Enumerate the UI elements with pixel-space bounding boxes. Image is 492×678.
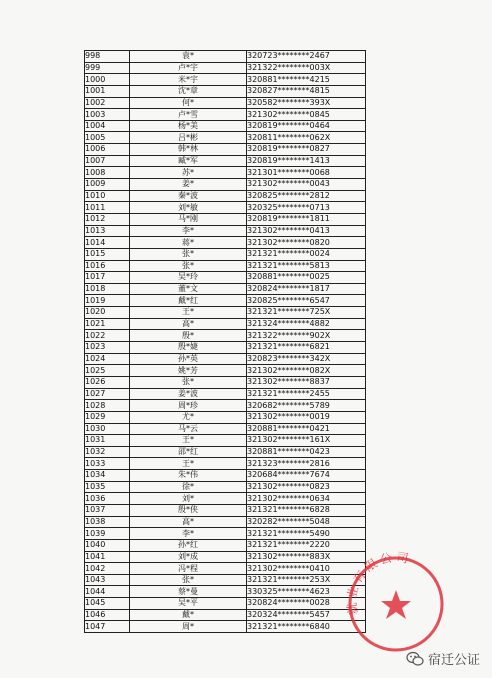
id-number: 321302********0820 <box>247 237 366 249</box>
id-number: 320881********4215 <box>247 74 366 86</box>
table-row <box>85 260 366 272</box>
table-row <box>85 237 366 249</box>
row-number: 1025 <box>85 365 130 377</box>
table-row <box>85 330 366 342</box>
id-number: 321321********725X <box>247 307 366 319</box>
table-row <box>85 97 366 109</box>
table-row <box>85 272 366 284</box>
person-name: 吕*彬 <box>130 132 247 144</box>
id-number: 320823********342X <box>247 353 366 365</box>
row-number: 1027 <box>85 388 130 400</box>
person-name: 邵*红 <box>130 446 247 458</box>
person-name: 李* <box>130 528 247 540</box>
id-number: 321323********2816 <box>247 458 366 470</box>
table-row <box>85 225 366 237</box>
row-number: 1028 <box>85 400 130 412</box>
id-number: 321321********253X <box>247 574 366 586</box>
person-name: 张* <box>130 260 247 272</box>
row-number: 1010 <box>85 190 130 202</box>
row-number: 1004 <box>85 120 130 132</box>
id-number: 320684********7674 <box>247 470 366 482</box>
table-row <box>85 120 366 132</box>
row-number: 1034 <box>85 470 130 482</box>
person-name: 吴*玲 <box>130 272 247 284</box>
person-name: 马*刚 <box>130 213 247 225</box>
person-name: 殷* <box>130 330 247 342</box>
person-name: 蒋* <box>130 237 247 249</box>
table-row <box>85 458 366 470</box>
person-name: 臧*军 <box>130 155 247 167</box>
table-row <box>85 62 366 74</box>
row-number: 1009 <box>85 179 130 191</box>
id-number: 320825********6547 <box>247 295 366 307</box>
person-name: 李* <box>130 225 247 237</box>
id-number: 320811********062X <box>247 132 366 144</box>
id-number: 321321********5813 <box>247 260 366 272</box>
person-name: 王* <box>130 458 247 470</box>
row-number: 1002 <box>85 97 130 109</box>
person-name: 周*珍 <box>130 400 247 412</box>
id-number: 321302********0823 <box>247 481 366 493</box>
person-name: 孙*红 <box>130 539 247 551</box>
row-number: 1032 <box>85 446 130 458</box>
table-row <box>85 539 366 551</box>
row-number: 1001 <box>85 85 130 97</box>
row-number: 1042 <box>85 563 130 575</box>
row-number: 1023 <box>85 342 130 354</box>
table-row <box>85 179 366 191</box>
table-row <box>85 109 366 121</box>
person-name: 马*云 <box>130 423 247 435</box>
id-number: 321321********0024 <box>247 248 366 260</box>
row-number: 998 <box>85 51 130 63</box>
table-row <box>85 551 366 563</box>
person-name: 徐* <box>130 481 247 493</box>
row-number: 1041 <box>85 551 130 563</box>
id-number: 320819********1811 <box>247 213 366 225</box>
person-name: 周* <box>130 621 247 633</box>
person-name: 袁* <box>130 51 247 63</box>
row-number: 1021 <box>85 318 130 330</box>
id-number: 321302********0845 <box>247 109 366 121</box>
id-number: 321302********0413 <box>247 225 366 237</box>
watermark-text: 宿迁公证 <box>427 653 480 668</box>
row-number: 1039 <box>85 528 130 540</box>
id-number: 320582********393X <box>247 97 366 109</box>
person-name: 何* <box>130 97 247 109</box>
person-name: 姜* <box>130 179 247 191</box>
id-number: 320282********5048 <box>247 516 366 528</box>
id-number: 320824********1817 <box>247 283 366 295</box>
row-number: 1040 <box>85 539 130 551</box>
person-name: 张* <box>130 574 247 586</box>
id-number: 321302********0410 <box>247 563 366 575</box>
person-name: 米*宇 <box>130 74 247 86</box>
table-row <box>85 598 366 610</box>
person-name: 尤* <box>130 411 247 423</box>
table-row <box>85 504 366 516</box>
table-row <box>85 132 366 144</box>
table-row <box>85 586 366 598</box>
id-number: 321321********6840 <box>247 621 366 633</box>
row-number: 1006 <box>85 144 130 156</box>
table-row <box>85 144 366 156</box>
roster-body <box>85 51 366 633</box>
row-number: 1035 <box>85 481 130 493</box>
person-name: 张* <box>130 248 247 260</box>
id-number: 321321********2455 <box>247 388 366 400</box>
table-row <box>85 423 366 435</box>
account-watermark <box>406 649 480 668</box>
company-seal-stamp <box>340 548 452 660</box>
person-name: 孙*英 <box>130 353 247 365</box>
id-number: 321321********2220 <box>247 539 366 551</box>
table-row <box>85 493 366 505</box>
wechat-icon <box>406 651 424 667</box>
person-name: 姚*芳 <box>130 365 247 377</box>
table-row <box>85 248 366 260</box>
row-number: 1036 <box>85 493 130 505</box>
row-number: 1046 <box>85 609 130 621</box>
row-number: 1044 <box>85 586 130 598</box>
table-row <box>85 155 366 167</box>
row-number: 1019 <box>85 295 130 307</box>
table-row <box>85 190 366 202</box>
person-name: 刘*成 <box>130 551 247 563</box>
person-name: 蔡*曼 <box>130 586 247 598</box>
id-number: 320881********0423 <box>247 446 366 458</box>
person-name: 苏* <box>130 167 247 179</box>
table-row <box>85 388 366 400</box>
row-number: 1026 <box>85 376 130 388</box>
person-name: 高* <box>130 516 247 528</box>
row-number: 1037 <box>85 504 130 516</box>
id-number: 320819********1413 <box>247 155 366 167</box>
seal-star-icon <box>381 590 411 619</box>
id-number: 321302********0043 <box>247 179 366 191</box>
person-name: 殷*婕 <box>130 342 247 354</box>
id-number: 321322********003X <box>247 62 366 74</box>
table-row <box>85 283 366 295</box>
row-number: 999 <box>85 62 130 74</box>
table-row <box>85 51 366 63</box>
row-number: 1047 <box>85 621 130 633</box>
table-row <box>85 470 366 482</box>
row-number: 1020 <box>85 307 130 319</box>
id-number: 321302********082X <box>247 365 366 377</box>
row-number: 1018 <box>85 283 130 295</box>
person-name: 董*文 <box>130 283 247 295</box>
table-row <box>85 574 366 586</box>
id-number: 320881********0025 <box>247 272 366 284</box>
row-number: 1012 <box>85 213 130 225</box>
person-name: 韩*林 <box>130 144 247 156</box>
table-row <box>85 342 366 354</box>
id-number: 320881********0421 <box>247 423 366 435</box>
table-row <box>85 295 366 307</box>
person-name: 高* <box>130 318 247 330</box>
id-number: 330325********4623 <box>247 586 366 598</box>
table-row <box>85 621 366 633</box>
row-number: 1024 <box>85 353 130 365</box>
table-row <box>85 202 366 214</box>
id-number: 320824********0028 <box>247 598 366 610</box>
table-row <box>85 74 366 86</box>
table-row <box>85 609 366 621</box>
person-name: 刘*敏 <box>130 202 247 214</box>
id-number: 320325********0713 <box>247 202 366 214</box>
row-number: 1031 <box>85 435 130 447</box>
row-number: 1043 <box>85 574 130 586</box>
row-number: 1015 <box>85 248 130 260</box>
person-name: 戴* <box>130 609 247 621</box>
id-number: 321302********8837 <box>247 376 366 388</box>
id-number: 320827********4815 <box>247 85 366 97</box>
row-number: 1045 <box>85 598 130 610</box>
row-number: 1030 <box>85 423 130 435</box>
id-number: 320819********0827 <box>247 144 366 156</box>
row-number: 1014 <box>85 237 130 249</box>
person-name: 冯*程 <box>130 563 247 575</box>
person-name: 杨*美 <box>130 120 247 132</box>
table-row <box>85 213 366 225</box>
row-number: 1017 <box>85 272 130 284</box>
id-number: 321302********883X <box>247 551 366 563</box>
table-row <box>85 481 366 493</box>
row-number: 1029 <box>85 411 130 423</box>
table-row <box>85 516 366 528</box>
id-number: 321302********161X <box>247 435 366 447</box>
row-number: 1005 <box>85 132 130 144</box>
table-row <box>85 85 366 97</box>
row-number: 1038 <box>85 516 130 528</box>
row-number: 1016 <box>85 260 130 272</box>
row-number: 1003 <box>85 109 130 121</box>
person-name: 吴*平 <box>130 598 247 610</box>
table-row <box>85 307 366 319</box>
person-name: 朱*伟 <box>130 470 247 482</box>
person-name: 刘* <box>130 493 247 505</box>
table-row <box>85 411 366 423</box>
table-row <box>85 528 366 540</box>
row-number: 1008 <box>85 167 130 179</box>
id-number: 321301********0068 <box>247 167 366 179</box>
table-row <box>85 353 366 365</box>
row-number: 1011 <box>85 202 130 214</box>
table-row <box>85 376 366 388</box>
id-number: 320819********0464 <box>247 120 366 132</box>
id-number: 321321********5490 <box>247 528 366 540</box>
table-row <box>85 167 366 179</box>
row-number: 1033 <box>85 458 130 470</box>
id-number: 320723********2467 <box>247 51 366 63</box>
person-name: 卢*宇 <box>130 62 247 74</box>
id-number: 320324********5457 <box>247 609 366 621</box>
person-name: 戴*红 <box>130 295 247 307</box>
person-name: 王* <box>130 435 247 447</box>
id-number: 321302********0634 <box>247 493 366 505</box>
row-number: 1022 <box>85 330 130 342</box>
id-number: 321324********4882 <box>247 318 366 330</box>
row-number: 1000 <box>85 74 130 86</box>
table-row <box>85 400 366 412</box>
table-row <box>85 435 366 447</box>
table-row <box>85 365 366 377</box>
roster-table <box>84 50 366 633</box>
table-row <box>85 446 366 458</box>
person-name: 秦*波 <box>130 190 247 202</box>
row-number: 1013 <box>85 225 130 237</box>
id-number: 321302********0019 <box>247 411 366 423</box>
id-number: 320682********5789 <box>247 400 366 412</box>
table-row <box>85 318 366 330</box>
id-number: 321322********902X <box>247 330 366 342</box>
person-name: 沈*章 <box>130 85 247 97</box>
person-name: 卢*雪 <box>130 109 247 121</box>
person-name: 王* <box>130 307 247 319</box>
id-number: 320825********2812 <box>247 190 366 202</box>
person-name: 张* <box>130 376 247 388</box>
row-number: 1007 <box>85 155 130 167</box>
id-number: 321321********6821 <box>247 342 366 354</box>
table-row <box>85 563 366 575</box>
svg-text:就业有限公司: 就业有限公司 <box>344 549 413 616</box>
person-name: 姜*波 <box>130 388 247 400</box>
person-name: 殷*侠 <box>130 504 247 516</box>
id-number: 321321********6828 <box>247 504 366 516</box>
